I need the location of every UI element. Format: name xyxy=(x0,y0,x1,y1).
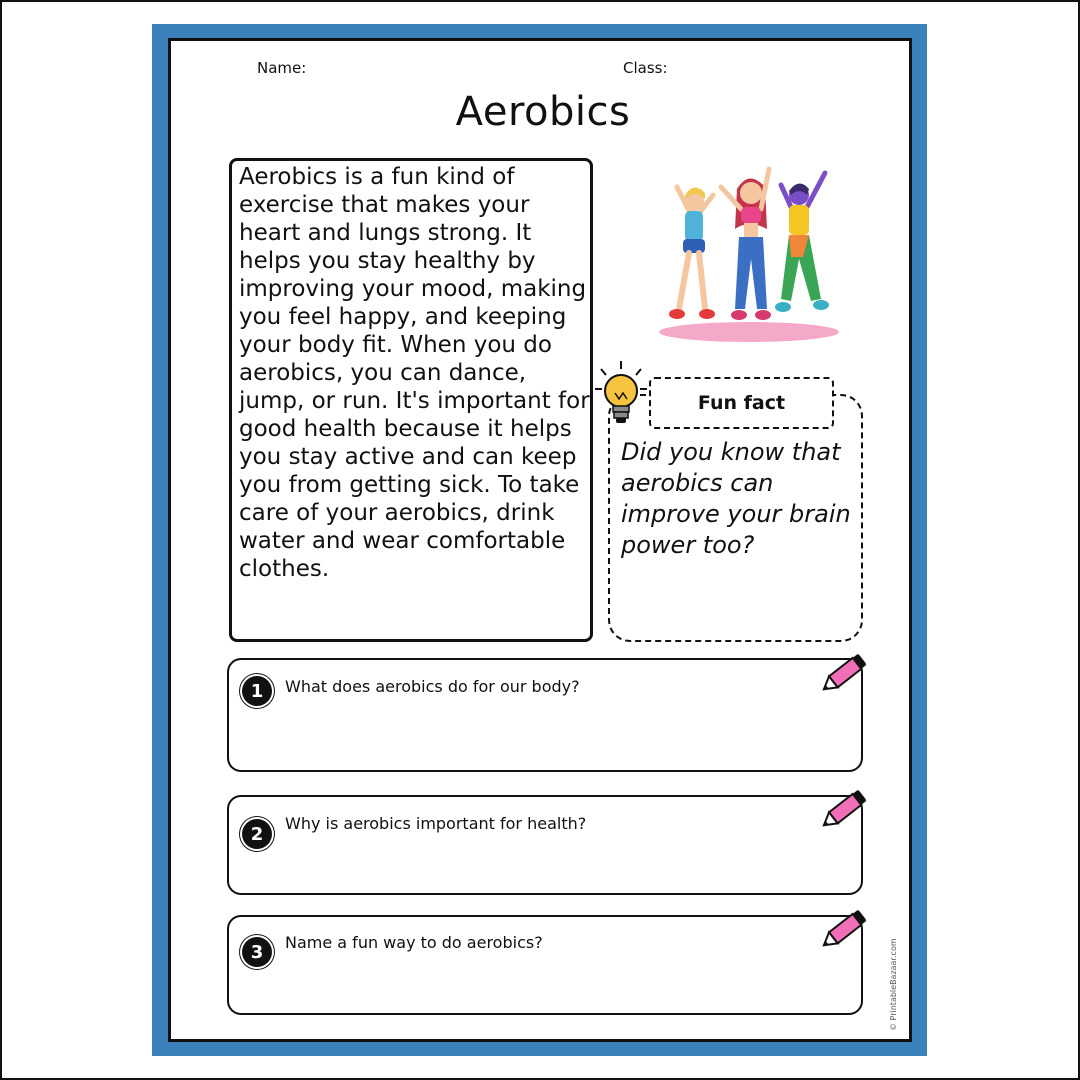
dancer-left-icon xyxy=(669,187,715,319)
reading-passage: Aerobics is a fun kind of exercise that makes your heart and lungs strong. It helps you stay healthy by improving your mood, making you feel happy, and keeping your body fit. When you do aerobics, you can dance, jump, or run. It's important for good health because it helps you stay active and can keep you from getting sick. To take care of your aerobics, drink water and wear comfortable clothes. xyxy=(239,164,590,582)
question-2-number: 2 xyxy=(242,819,272,849)
question-3-text: Name a fun way to do aerobics? xyxy=(285,933,543,952)
dancer-middle-icon xyxy=(721,169,771,320)
question-2-text: Why is aerobics important for health? xyxy=(285,814,587,833)
question-1-number: 1 xyxy=(242,676,272,706)
question-1-answer-box[interactable] xyxy=(227,658,863,772)
page-title: Aerobics xyxy=(455,89,631,135)
pencil-icon xyxy=(819,787,871,833)
question-3-number: 3 xyxy=(242,937,272,967)
fun-fact-text: Did you know that aerobics can improve your brain power too? xyxy=(621,438,851,559)
worksheet xyxy=(168,38,912,1042)
lightbulb-icon xyxy=(593,359,649,429)
name-label: Name: xyxy=(257,59,307,77)
fun-fact-heading: Fun fact xyxy=(649,377,834,429)
question-2-answer-box[interactable] xyxy=(227,795,863,895)
copyright-credit: © PrintableBazaar.com xyxy=(889,938,898,1031)
dancer-right-icon xyxy=(775,173,829,312)
question-1-text: What does aerobics do for our body? xyxy=(285,677,580,696)
dancers-illustration xyxy=(649,159,849,349)
pencil-icon xyxy=(819,907,871,953)
pencil-icon xyxy=(819,651,871,697)
question-3-answer-box[interactable] xyxy=(227,915,863,1015)
class-label: Class: xyxy=(623,59,668,77)
